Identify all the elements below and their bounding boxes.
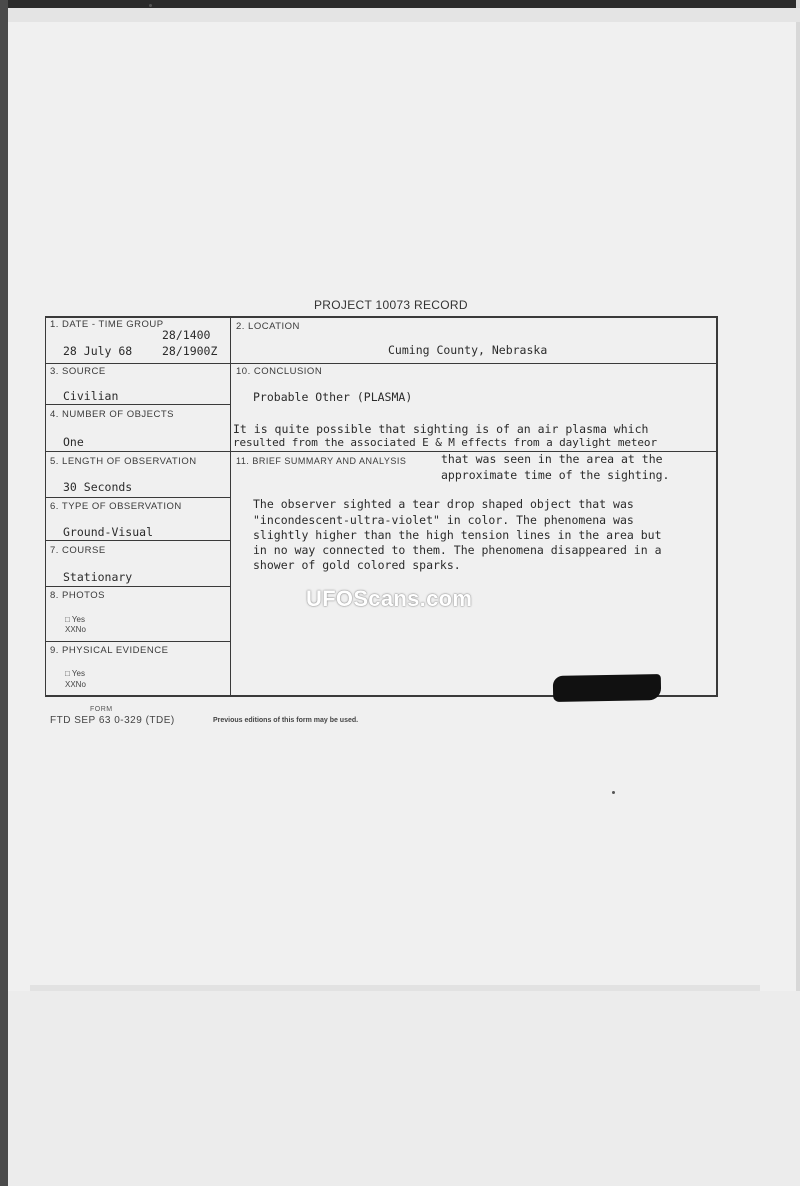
row-divider [45, 497, 231, 498]
conclusion-label: 10. CONCLUSION [236, 366, 323, 377]
summary-line: shower of gold colored sparks. [253, 558, 461, 572]
photos-label: 8. PHOTOS [50, 590, 106, 601]
scan-bottom-tone [8, 991, 800, 1186]
row-divider [45, 641, 231, 642]
row-divider [45, 363, 717, 364]
time-local-value: 28/1400 [162, 328, 211, 342]
type-of-observation-value: Ground-Visual [63, 525, 154, 539]
stray-mark [612, 791, 615, 794]
time-zulu-value: 28/1900Z [162, 344, 218, 358]
conclusion-line: approximate time of the sighting. [441, 468, 670, 482]
footer-note: Previous editions of this form may be used. [213, 717, 359, 724]
summary-line: slightly higher than the high tension lines in the area but [253, 528, 662, 542]
photos-no-option: XXNo [65, 625, 86, 634]
redaction-mark [553, 674, 661, 702]
source-label: 3. SOURCE [50, 366, 106, 377]
row-divider [45, 540, 231, 541]
scan-top-border [0, 0, 800, 8]
physical-evidence-no-option: XXNo [65, 680, 86, 689]
date-time-label: 1. DATE - TIME GROUP [50, 319, 164, 330]
photos-yes-label: Yes [71, 615, 85, 624]
length-of-observation-value: 30 Seconds [63, 480, 133, 494]
physical-evidence-yes-option: □ Yes [65, 669, 85, 678]
footer-form-word: FORM [90, 706, 113, 713]
course-label: 7. COURSE [50, 545, 106, 556]
course-value: Stationary [63, 570, 133, 584]
summary-line: in no way connected to them. The phenomena disappeared in a [253, 543, 662, 557]
source-value: Civilian [63, 389, 119, 403]
physical-evidence-label: 9. PHYSICAL EVIDENCE [50, 645, 169, 656]
scan-band [8, 8, 800, 22]
form-title: PROJECT 10073 RECORD [314, 298, 468, 312]
location-label: 2. LOCATION [236, 321, 300, 332]
form-column-divider [230, 316, 231, 697]
stray-mark [149, 4, 152, 7]
row-divider [45, 404, 231, 405]
number-of-objects-value: One [63, 435, 84, 449]
footer-form-id: FTD SEP 63 0-329 (TDE) [50, 715, 175, 726]
row-divider [45, 586, 231, 587]
summary-line: "incondescent-ultra-violet" in color. The phenomena was [253, 513, 634, 527]
scan-fold-line [30, 985, 760, 991]
summary-line: The observer sighted a tear drop shaped object that was [253, 497, 634, 511]
conclusion-line: It is quite possible that sighting is of an air plasma which [233, 422, 649, 436]
record-form [45, 316, 717, 697]
conclusion-value: Probable Other (PLASMA) [253, 390, 413, 404]
physical-evidence-yes-label: Yes [71, 669, 85, 678]
form-left-border [45, 316, 46, 697]
number-of-objects-label: 4. NUMBER OF OBJECTS [50, 409, 175, 420]
form-right-border [716, 316, 718, 697]
location-value: Cuming County, Nebraska [388, 343, 548, 357]
summary-label: 11. BRIEF SUMMARY AND ANALYSIS [236, 456, 407, 466]
conclusion-line: that was seen in the area at the [441, 452, 663, 466]
scan-left-border [0, 0, 8, 1186]
watermark: UFOScans.com [306, 586, 473, 611]
length-of-observation-label: 5. LENGTH OF OBSERVATION [50, 456, 197, 467]
date-value: 28 July 68 [63, 344, 133, 358]
conclusion-line: resulted from the associated E & M effects from a daylight meteor [233, 436, 657, 449]
type-of-observation-label: 6. TYPE OF OBSERVATION [50, 501, 182, 512]
photos-yes-option: □ Yes [65, 615, 85, 624]
form-top-border [45, 316, 717, 318]
